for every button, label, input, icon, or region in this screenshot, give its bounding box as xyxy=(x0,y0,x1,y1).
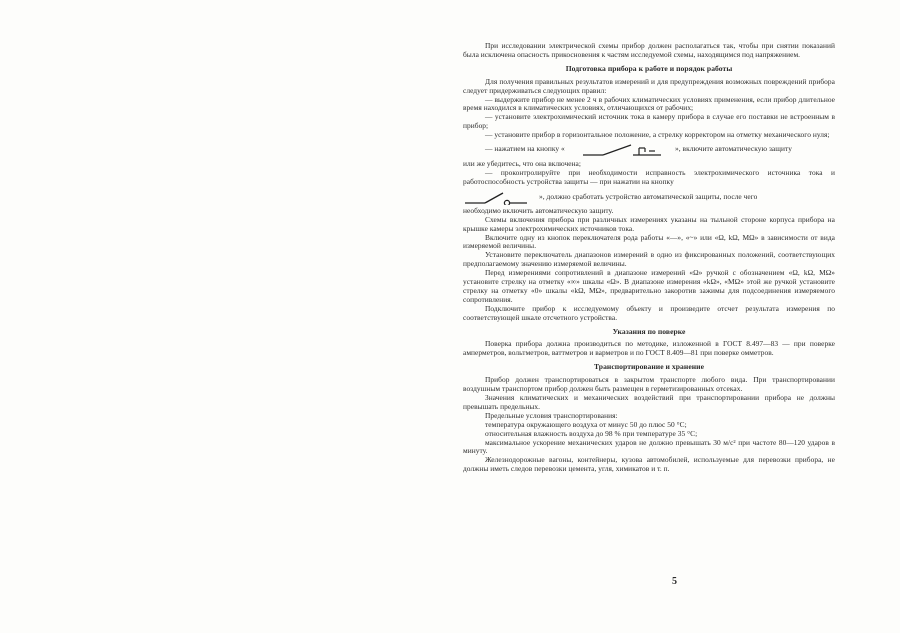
section-title-transport: Транспортирование и хранение xyxy=(593,362,705,372)
prep-item-4-cont: или же убедитесь, что она включена; xyxy=(463,159,581,169)
prep-item-3: — установите прибор в горизонтальное положение, а стрелку корректором на отметку механического нуля; xyxy=(485,130,830,140)
intro-paragraph: При исследовании электрической схемы прибор должен располагаться так, чтобы при снятии показаний была исключена опасность прикосновения к частям исследуемой схемы, находящимся под напряжением. xyxy=(463,41,835,59)
prep-item-4-pre: — нажатием на кнопку « xyxy=(485,144,565,154)
section-title-verify: Указания по поверке xyxy=(612,326,686,336)
transport-paragraph-5: относительная влажность воздуха до 98 % при температуре 35 °С; xyxy=(485,428,698,438)
prep-paragraph-4: Установите переключатель диапазонов измерений в одно из фиксированных положений, соответствующих предполагаемому значению измеряемой величины. xyxy=(463,250,835,269)
text-column xyxy=(463,42,835,474)
prep-item-4-post: », включите автоматическую защиту xyxy=(675,144,792,154)
transport-paragraph-1: Прибор должен транспортироваться в закрытом транспорте любого вида. При транспортировании воздушным транспортом прибор должен быть размещен в герметизированных отсеках. xyxy=(463,375,835,394)
verify-paragraph-1: Поверка прибора должна производиться по методике, изложенной в ГОСТ 8.497—83 — при поверке амперметров, вольтметров, ваттметров и варметров и по ГОСТ 8.409—81 при поверке омметров. xyxy=(463,339,835,358)
prep-paragraph-6: Подключите прибор к исследуемому объекту и произведите отсчет результата измерения по соответствующей шкале отсчетного устройства. xyxy=(463,303,835,322)
transport-paragraph-4: температура окружающего воздуха от минус 50 до плюс 50 °С; xyxy=(485,419,687,429)
prep-paragraph-5: Перед измерениями сопротивлений в диапазоне измерений «Ω» ручкой с обозначением «Ω, kΩ, MΩ» установите стрелку на отметку «∞» шкалы «Ω». В диапазоне измерения «kΩ», «MΩ» этой же ручкой установите стрелку на отметку «0» шкалы «kΩ, MΩ», предварительно закоротив зажимы для подсоединения измеряемого сопротивления. xyxy=(463,268,835,304)
transport-paragraph-6: максимальное ускорение механических ударов не должно превышать 30 м/с² при частоте 80—120 ударов в минуту. xyxy=(463,437,835,456)
prep-item-5-row xyxy=(463,189,835,205)
prep-item-1: — выдержите прибор не менее 2 ч в рабочих климатических условиях применения, если прибор длительное время находился в климатических условиях, отличающихся от рабочих; xyxy=(463,94,835,113)
prep-item-2: — установите электрохимический источник тока в камеру прибора в случае его поставки не встроенным в прибор; xyxy=(463,112,835,131)
open-switch-icon xyxy=(463,189,529,205)
section-title-prep: Подготовка прибора к работе и порядок работы xyxy=(565,63,733,73)
transport-paragraph-3: Предельные условия транспортирования: xyxy=(485,410,618,420)
prep-item-5-cont: необходимо включить автоматическую защиту. xyxy=(463,205,614,215)
transport-paragraph-2: Значения климатических и механических воздействий при транспортировании прибора не должны превышать предельных. xyxy=(463,393,835,411)
prep-paragraph-1: Для получения правильных результатов измерений и для предупреждения возможных повреждений прибора следует придерживаться следующих правил: xyxy=(463,76,835,95)
prep-item-5-post: », должно сработать устройство автоматической защиты, после чего xyxy=(539,191,758,201)
transport-paragraph-7: Железнодорожные вагоны, контейнеры, кузова автомобилей, используемые для перевозки прибора, не должны иметь следов перевозки цемента, угля, химикатов и т. п. xyxy=(463,455,835,474)
prep-paragraph-2: Схемы включения прибора при различных измерениях указаны на тыльной стороне корпуса прибора на крышке камеры электрохимических источников тока. xyxy=(463,214,835,233)
prep-item-4-row xyxy=(463,142,835,158)
switch-with-protection-icon xyxy=(581,142,671,158)
page-number: 5 xyxy=(672,576,677,587)
prep-item-5: — проконтролируйте при необходимости исправность электрохимического источника тока и работоспособность устройства защиты — при нажатии на кнопку xyxy=(463,167,835,186)
prep-paragraph-3: Включите одну из кнопок переключателя рода работы «—», «~» или «Ω, kΩ, MΩ» в зависимости от вида измеряемой величины. xyxy=(463,232,835,251)
